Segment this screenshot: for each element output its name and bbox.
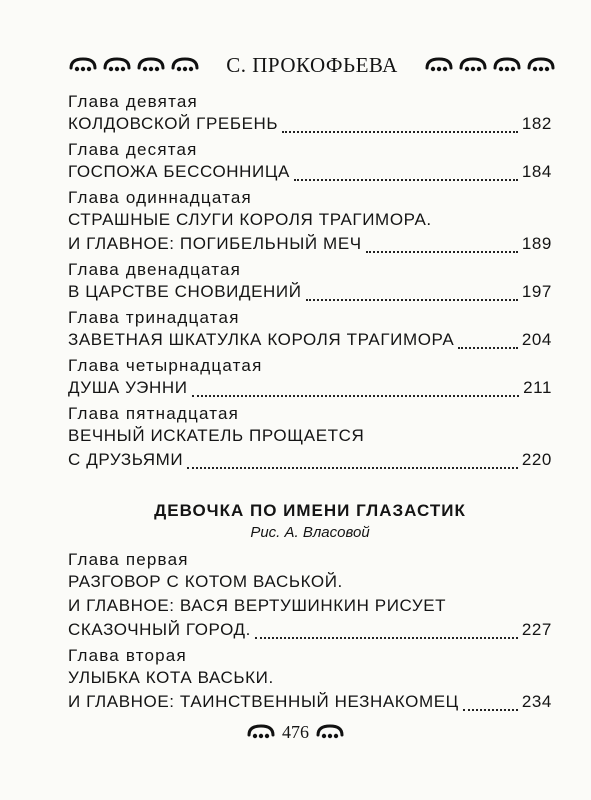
chapter-label: Глава четырнадцатая: [68, 356, 263, 375]
page-ref: 184: [521, 162, 552, 181]
toc-entry: [68, 112, 552, 136]
chapter-title: И ГЛАВНОЕ: ТАИНСТВЕННЫЙ НЕЗНАКОМЕЦ: [68, 692, 459, 711]
footer-ornament-right: [315, 723, 345, 741]
chapter-title: ДУША УЭННИ: [68, 378, 188, 397]
toc-entry: [68, 424, 552, 448]
dot-leader: [255, 636, 518, 639]
chapter-title: КОЛДОВСКОЙ ГРЕБЕНЬ: [68, 114, 279, 133]
toc-entry: [68, 618, 552, 642]
swirl-ornament-icon: [246, 723, 276, 741]
chapter-title: ВЕЧНЫЙ ИСКАТЕЛЬ ПРОЩАЕТСЯ: [68, 426, 365, 445]
toc-entry: [68, 328, 552, 352]
page-ref: 227: [521, 620, 552, 639]
page-header: [68, 50, 556, 80]
toc-entry: [68, 376, 552, 400]
header-ornament-right: [424, 56, 556, 74]
chapter-title: ГОСПОЖА БЕССОННИЦА: [68, 162, 290, 181]
dot-leader: [463, 708, 518, 711]
page-ref: 220: [521, 450, 552, 469]
toc-section-1: [68, 92, 552, 472]
footer-ornament-left: [246, 723, 276, 741]
page-ref: 211: [523, 378, 552, 397]
chapter-label: Глава пятнадцатая: [68, 404, 240, 423]
chapter-label: Глава двенадцатая: [68, 260, 242, 279]
chapter-label: Глава тринадцатая: [68, 308, 240, 327]
dot-leader: [366, 250, 518, 253]
swirl-ornament-icon: [102, 56, 132, 74]
toc-section-2: [68, 550, 552, 714]
swirl-ornament-icon: [136, 56, 166, 74]
swirl-ornament-icon: [492, 56, 522, 74]
chapter-title: СКАЗОЧНЫЙ ГОРОД.: [68, 620, 251, 639]
toc-entry: [68, 208, 552, 232]
chapter-title: И ГЛАВНОЕ: ПОГИБЕЛЬНЫЙ МЕЧ: [68, 234, 362, 253]
chapter-title: ЗАВЕТНАЯ ШКАТУЛКА КОРОЛЯ ТРАГИМОРА: [68, 330, 455, 349]
toc-entry: [68, 280, 552, 304]
chapter-label: Глава вторая: [68, 646, 187, 665]
swirl-ornament-icon: [458, 56, 488, 74]
chapter-title: РАЗГОВОР С КОТОМ ВАСЬКОЙ.: [68, 572, 343, 591]
chapter-label: Глава одиннадцатая: [68, 188, 252, 207]
dot-leader: [458, 346, 518, 349]
dot-leader: [294, 178, 518, 181]
toc-entry: [68, 690, 552, 714]
page-ref: 204: [521, 330, 552, 349]
dot-leader: [282, 130, 518, 133]
dot-leader: [187, 466, 518, 469]
chapter-title: В ЦАРСТВЕ СНОВИДЕНИЙ: [68, 282, 302, 301]
toc-entry: [68, 448, 552, 472]
chapter-title: УЛЫБКА КОТА ВАСЬКИ.: [68, 668, 274, 687]
toc-entry: [68, 160, 552, 184]
page-ref: 189: [521, 234, 552, 253]
chapter-label: Глава десятая: [68, 140, 198, 159]
table-of-contents: [68, 88, 552, 714]
toc-entry: [68, 666, 552, 690]
story-title: ДЕВОЧКА ПО ИМЕНИ ГЛАЗАСТИК: [154, 501, 466, 520]
page-footer: [0, 720, 591, 744]
toc-entry: [68, 570, 552, 594]
chapter-label: Глава первая: [68, 550, 189, 569]
chapter-title: С ДРУЗЬЯМИ: [68, 450, 184, 469]
illustrator-credit: Рис. А. Власовой: [250, 524, 370, 541]
page-ref: 197: [521, 282, 552, 301]
chapter-title: СТРАШНЫЕ СЛУГИ КОРОЛЯ ТРАГИМОРА.: [68, 210, 432, 229]
swirl-ornament-icon: [526, 56, 556, 74]
toc-entry: [68, 232, 552, 256]
author-name: С. ПРОКОФЬЕВА: [226, 52, 398, 77]
chapter-title: И ГЛАВНОЕ: ВАСЯ ВЕРТУШИНКИН РИСУЕТ: [68, 596, 447, 615]
page-ref: 234: [521, 692, 552, 711]
swirl-ornament-icon: [424, 56, 454, 74]
dot-leader: [306, 298, 518, 301]
page-ref: 182: [521, 114, 552, 133]
toc-entry: [68, 594, 552, 618]
dot-leader: [192, 394, 520, 397]
page-number: 476: [282, 721, 309, 742]
swirl-ornament-icon: [315, 723, 345, 741]
header-ornament-left: [68, 56, 200, 74]
chapter-label: Глава девятая: [68, 92, 198, 111]
swirl-ornament-icon: [170, 56, 200, 74]
swirl-ornament-icon: [68, 56, 98, 74]
